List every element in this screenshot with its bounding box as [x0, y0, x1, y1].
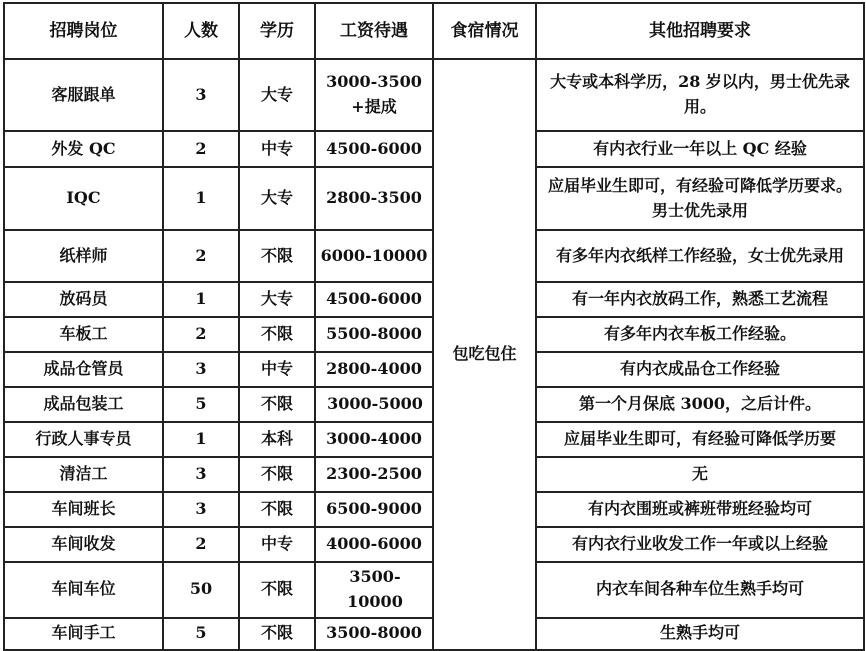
cell-position: 外发 QC	[4, 131, 163, 167]
cell-count: 1	[163, 282, 239, 317]
cell-position: 车间班长	[4, 492, 163, 527]
cell-count: 2	[163, 527, 239, 562]
cell-position: IQC	[4, 167, 163, 230]
cell-count: 50	[163, 562, 239, 618]
cell-education: 大专	[239, 167, 315, 230]
cell-position: 客服跟单	[4, 59, 163, 131]
cell-count: 5	[163, 618, 239, 650]
cell-salary: 3000-5000	[315, 387, 433, 422]
cell-count: 2	[163, 317, 239, 352]
cell-education: 不限	[239, 230, 315, 282]
cell-count: 1	[163, 422, 239, 457]
cell-count: 3	[163, 59, 239, 131]
cell-requirements: 应届毕业生即可，有经验可降低学历要	[536, 422, 864, 457]
header-row	[4, 3, 864, 59]
header-position: 招聘岗位	[4, 3, 163, 59]
cell-position: 车间收发	[4, 527, 163, 562]
cell-requirements: 大专或本科学历，28 岁以内，男士优先录用。	[536, 59, 864, 131]
cell-count: 3	[163, 492, 239, 527]
cell-education: 不限	[239, 618, 315, 650]
header-count: 人数	[163, 3, 239, 59]
cell-position: 成品包装工	[4, 387, 163, 422]
header-board: 食宿情况	[433, 3, 536, 59]
cell-salary: 4500-6000	[315, 282, 433, 317]
cell-salary: 4500-6000	[315, 131, 433, 167]
cell-position: 车板工	[4, 317, 163, 352]
cell-requirements: 应届毕业生即可，有经验可降低学历要求。男士优先录用	[536, 167, 864, 230]
recruitment-table	[3, 2, 865, 651]
cell-requirements: 无	[536, 457, 864, 492]
cell-position: 放码员	[4, 282, 163, 317]
cell-count: 5	[163, 387, 239, 422]
cell-education: 中专	[239, 352, 315, 387]
cell-salary: 4000-6000	[315, 527, 433, 562]
cell-position: 车间车位	[4, 562, 163, 618]
cell-requirements: 有内衣行业收发工作一年或以上经验	[536, 527, 864, 562]
salary-extra: +提成	[351, 97, 397, 116]
cell-education: 不限	[239, 387, 315, 422]
salary-range: 3000-3500	[326, 72, 422, 92]
cell-requirements: 有内衣成品仓工作经验	[536, 352, 864, 387]
cell-board: 包吃包住	[433, 59, 536, 650]
cell-count: 2	[163, 131, 239, 167]
cell-count: 3	[163, 352, 239, 387]
cell-position: 行政人事专员	[4, 422, 163, 457]
cell-position: 清洁工	[4, 457, 163, 492]
cell-salary: 2800-3500	[315, 167, 433, 230]
cell-count: 1	[163, 167, 239, 230]
cell-education: 不限	[239, 317, 315, 352]
cell-salary: 5500-8000	[315, 317, 433, 352]
cell-position: 纸样师	[4, 230, 163, 282]
cell-salary: 6000-10000	[315, 230, 433, 282]
cell-count: 2	[163, 230, 239, 282]
cell-requirements: 有多年内衣纸样工作经验，女士优先录用	[536, 230, 864, 282]
cell-salary: 3500-10000	[315, 562, 433, 618]
cell-salary	[315, 59, 433, 131]
cell-education: 中专	[239, 131, 315, 167]
cell-salary: 3500-8000	[315, 618, 433, 650]
cell-education: 中专	[239, 527, 315, 562]
cell-requirements: 有多年内衣车板工作经验。	[536, 317, 864, 352]
cell-salary: 2300-2500	[315, 457, 433, 492]
cell-education: 本科	[239, 422, 315, 457]
cell-requirements: 第一个月保底 3000，之后计件。	[536, 387, 864, 422]
cell-requirements: 生熟手均可	[536, 618, 864, 650]
header-salary: 工资待遇	[315, 3, 433, 59]
cell-position: 成品仓管员	[4, 352, 163, 387]
header-requirements: 其他招聘要求	[536, 3, 864, 59]
cell-education: 大专	[239, 282, 315, 317]
cell-position: 车间手工	[4, 618, 163, 650]
cell-salary: 2800-4000	[315, 352, 433, 387]
cell-education: 不限	[239, 492, 315, 527]
cell-education: 不限	[239, 457, 315, 492]
cell-education: 不限	[239, 562, 315, 618]
cell-requirements: 有内衣围班或裤班带班经验均可	[536, 492, 864, 527]
cell-salary: 3000-4000	[315, 422, 433, 457]
cell-requirements: 内衣车间各种车位生熟手均可	[536, 562, 864, 618]
table-row	[4, 59, 864, 131]
cell-requirements: 有内衣行业一年以上 QC 经验	[536, 131, 864, 167]
cell-salary: 6500-9000	[315, 492, 433, 527]
cell-education: 大专	[239, 59, 315, 131]
cell-requirements: 有一年内衣放码工作，熟悉工艺流程	[536, 282, 864, 317]
header-education: 学历	[239, 3, 315, 59]
cell-count: 3	[163, 457, 239, 492]
